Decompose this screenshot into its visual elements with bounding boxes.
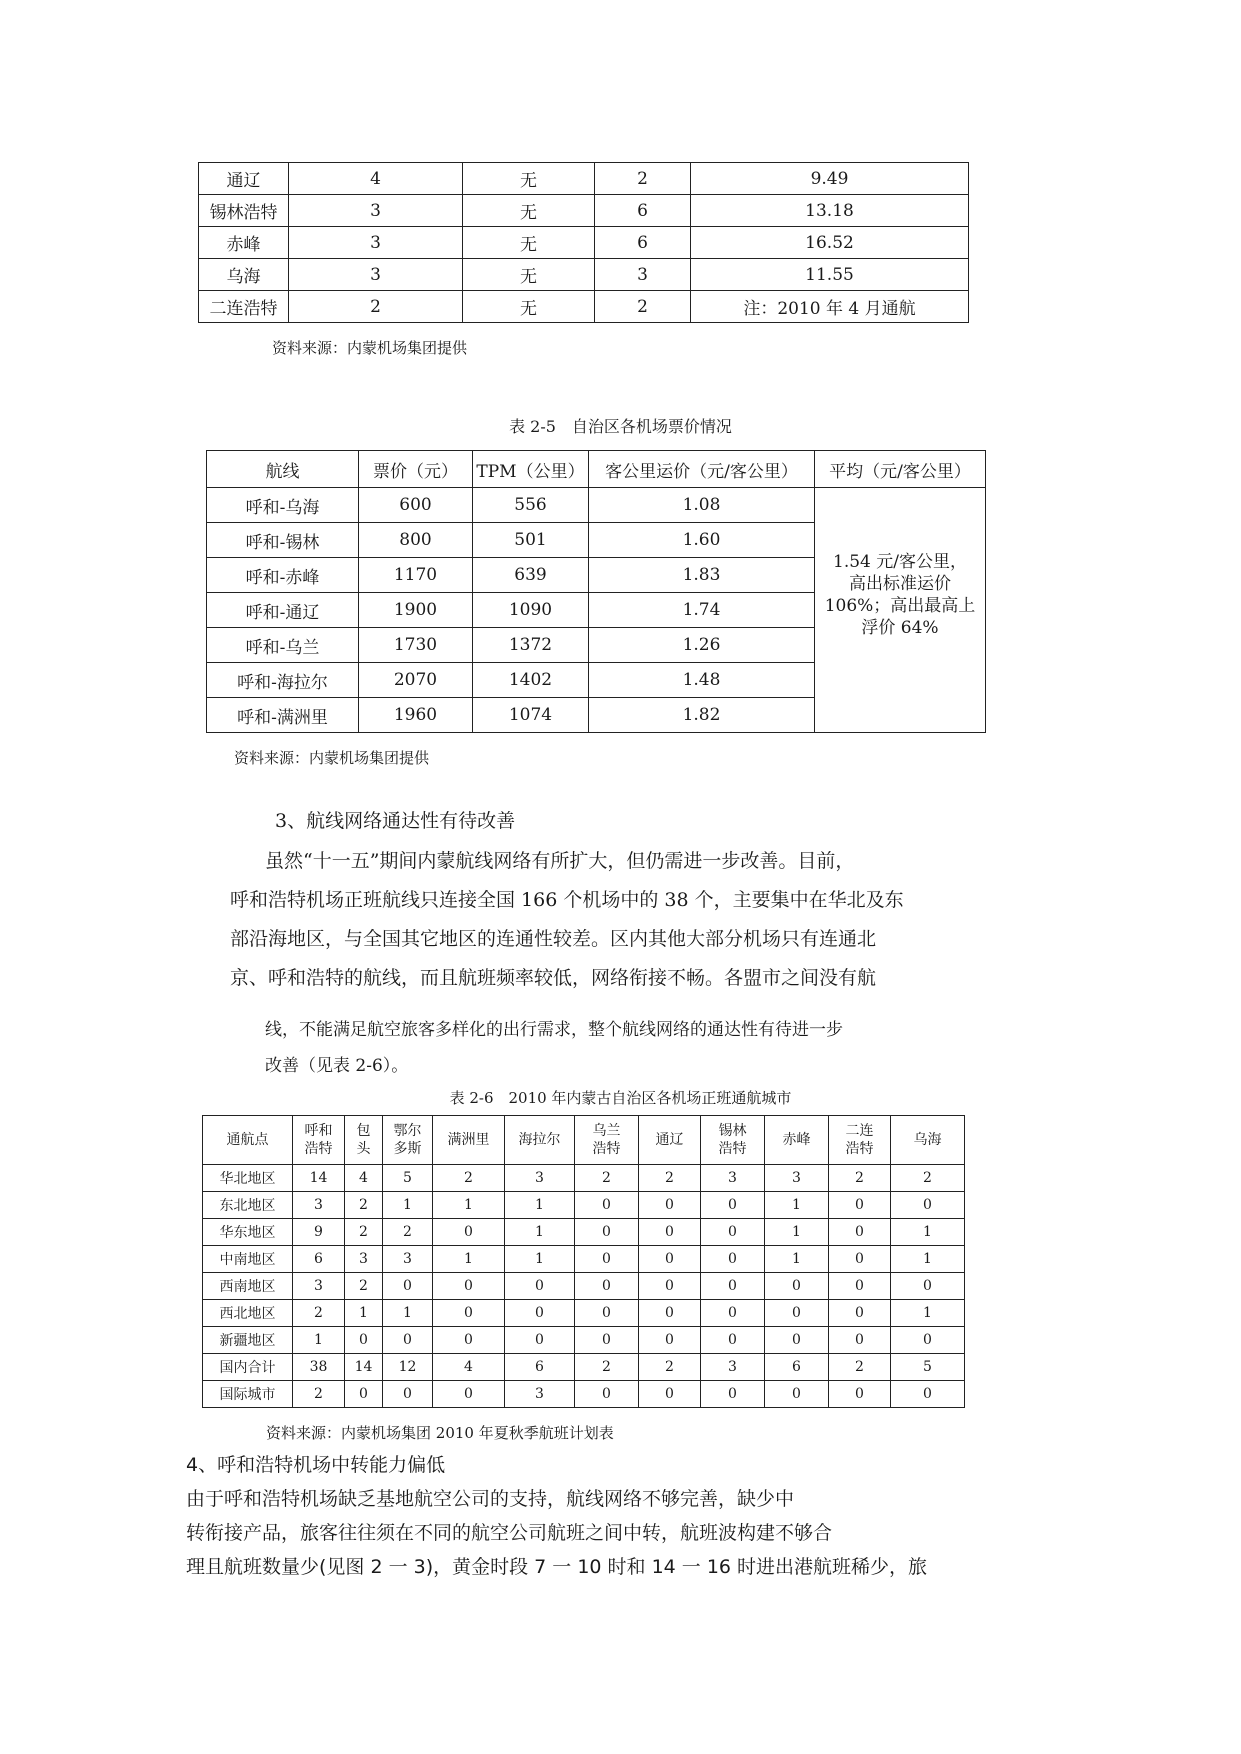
table-row bbox=[199, 291, 969, 323]
table-cell: 1402 bbox=[473, 663, 589, 698]
table-cell: 乌海 bbox=[199, 259, 289, 291]
table-cell: 赤峰 bbox=[199, 227, 289, 259]
table-cell: 2 bbox=[289, 291, 463, 323]
table-cell: 0 bbox=[433, 1300, 505, 1327]
header-line: 浩特 bbox=[592, 1141, 621, 1157]
header-line: 赤峰 bbox=[782, 1132, 811, 1148]
table-cell: 1 bbox=[765, 1219, 829, 1246]
section-3-line: 线，不能满足航空旅客多样化的出行需求，整个航线网络的通达性有待进一步 bbox=[265, 1020, 843, 1040]
table-cell: 注：2010 年 4 月通航 bbox=[691, 291, 969, 323]
table-cell: 1.82 bbox=[589, 698, 815, 733]
table-header-cell bbox=[765, 1116, 829, 1165]
table-cell: 6 bbox=[293, 1246, 345, 1273]
section-4-heading: 4、呼和浩特机场中转能力偏低 bbox=[186, 1454, 446, 1476]
table-cell: 二连浩特 bbox=[199, 291, 289, 323]
table-cell: 13.18 bbox=[691, 195, 969, 227]
table-cell: 5 bbox=[383, 1165, 433, 1192]
table-cell: 东北地区 bbox=[203, 1192, 293, 1219]
table-cell: 0 bbox=[765, 1381, 829, 1408]
section-3-line: 京、呼和浩特的航线，而且航班频率较低，网络衔接不畅。各盟市之间没有航 bbox=[230, 967, 877, 989]
table-header-cell bbox=[701, 1116, 765, 1165]
table-cell: 0 bbox=[765, 1300, 829, 1327]
table-cell: 0 bbox=[575, 1381, 639, 1408]
table-header-cell bbox=[345, 1116, 383, 1165]
table-cell: 0 bbox=[701, 1219, 765, 1246]
table-header-cell bbox=[383, 1116, 433, 1165]
section-4-line: 由于呼和浩特机场缺乏基地航空公司的支持，航线网络不够完善，缺少中 bbox=[186, 1488, 795, 1510]
table-cell: 0 bbox=[829, 1327, 891, 1354]
table-cell: 1 bbox=[765, 1192, 829, 1219]
table-cell: 6 bbox=[765, 1354, 829, 1381]
table-cell: 4 bbox=[345, 1165, 383, 1192]
table-cell: 1.60 bbox=[589, 523, 815, 558]
table-header-cell: 票价（元） bbox=[359, 451, 473, 488]
average-cell bbox=[815, 488, 986, 733]
table-cell: 0 bbox=[701, 1246, 765, 1273]
table-cell: 1 bbox=[433, 1192, 505, 1219]
table-cell: 2 bbox=[595, 291, 691, 323]
table-cell: 呼和-赤峰 bbox=[207, 558, 359, 593]
section-3-line: 部沿海地区，与全国其它地区的连通性较差。区内其他大部分机场只有连通北 bbox=[230, 928, 877, 950]
table-cell: 2 bbox=[433, 1165, 505, 1192]
table-cell: 0 bbox=[433, 1381, 505, 1408]
table-cell: 1730 bbox=[359, 628, 473, 663]
table-header-cell bbox=[829, 1116, 891, 1165]
table-cell: 0 bbox=[575, 1327, 639, 1354]
section-3-paragraph bbox=[230, 842, 990, 998]
table-cell: 3 bbox=[701, 1165, 765, 1192]
table-header-cell: 平均（元/客公里） bbox=[815, 451, 986, 488]
table-cell: 0 bbox=[505, 1273, 575, 1300]
table-cell: 1 bbox=[891, 1300, 965, 1327]
table-header-cell: TPM（公里） bbox=[473, 451, 589, 488]
table-cell: 2 bbox=[829, 1354, 891, 1381]
table-2-5 bbox=[206, 450, 986, 733]
table-2-5-caption: 表 2-5 自治区各机场票价情况 bbox=[509, 417, 732, 436]
table-cell: 0 bbox=[639, 1300, 701, 1327]
table-cell: 2 bbox=[345, 1273, 383, 1300]
table-cell: 无 bbox=[463, 259, 595, 291]
average-line: 1.54 元/客公里， bbox=[833, 552, 967, 572]
table-row bbox=[203, 1246, 965, 1273]
average-line: 浮价 64% bbox=[861, 618, 939, 638]
table-header-cell bbox=[891, 1116, 965, 1165]
table-cell: 2 bbox=[639, 1354, 701, 1381]
table-cell: 2 bbox=[293, 1300, 345, 1327]
table-cell: 2 bbox=[829, 1165, 891, 1192]
table-cell: 0 bbox=[891, 1192, 965, 1219]
table-cell: 6 bbox=[595, 195, 691, 227]
table-header-cell bbox=[505, 1116, 575, 1165]
table-cell: 501 bbox=[473, 523, 589, 558]
table-cell: 3 bbox=[293, 1273, 345, 1300]
table-cell: 0 bbox=[433, 1273, 505, 1300]
table-cell: 14 bbox=[345, 1354, 383, 1381]
table-cell: 1 bbox=[293, 1327, 345, 1354]
table-cell: 通辽 bbox=[199, 163, 289, 195]
table-row bbox=[203, 1273, 965, 1300]
table-cell: 4 bbox=[289, 163, 463, 195]
table-cell: 2 bbox=[639, 1165, 701, 1192]
table-cell: 中南地区 bbox=[203, 1246, 293, 1273]
average-line: 高出标准运价 bbox=[849, 574, 951, 594]
table-cell: 0 bbox=[701, 1192, 765, 1219]
table-cell: 3 bbox=[293, 1192, 345, 1219]
table-cell: 1.83 bbox=[589, 558, 815, 593]
table-cell: 2070 bbox=[359, 663, 473, 698]
table-cell: 无 bbox=[463, 195, 595, 227]
header-line: 头 bbox=[356, 1141, 371, 1157]
table-cell: 0 bbox=[829, 1246, 891, 1273]
table-cell: 3 bbox=[765, 1165, 829, 1192]
table-cell: 0 bbox=[345, 1381, 383, 1408]
table-cell: 5 bbox=[891, 1354, 965, 1381]
table-cell: 0 bbox=[765, 1273, 829, 1300]
table-cell: 0 bbox=[891, 1273, 965, 1300]
table-cell: 1372 bbox=[473, 628, 589, 663]
table-cell: 华东地区 bbox=[203, 1219, 293, 1246]
table-cell: 9 bbox=[293, 1219, 345, 1246]
table-cell: 6 bbox=[595, 227, 691, 259]
header-line: 包 bbox=[356, 1123, 371, 1139]
table-cell: 0 bbox=[505, 1327, 575, 1354]
table-cell: 0 bbox=[575, 1192, 639, 1219]
table-cell: 西南地区 bbox=[203, 1273, 293, 1300]
table-cell: 3 bbox=[289, 259, 463, 291]
table-header-cell bbox=[293, 1116, 345, 1165]
table-cell: 16.52 bbox=[691, 227, 969, 259]
table-cell: 600 bbox=[359, 488, 473, 523]
table-cell: 0 bbox=[345, 1327, 383, 1354]
header-line: 锡林 bbox=[718, 1123, 747, 1139]
table-cell: 12 bbox=[383, 1354, 433, 1381]
table-cell: 3 bbox=[505, 1165, 575, 1192]
table-cell: 1 bbox=[505, 1246, 575, 1273]
table-cell: 呼和-乌兰 bbox=[207, 628, 359, 663]
header-line: 乌海 bbox=[913, 1132, 942, 1148]
table-cell: 呼和-海拉尔 bbox=[207, 663, 359, 698]
table-cell: 0 bbox=[829, 1219, 891, 1246]
table-header-cell bbox=[575, 1116, 639, 1165]
header-line: 通航点 bbox=[226, 1132, 269, 1148]
table-cell: 0 bbox=[383, 1327, 433, 1354]
table-cell: 华北地区 bbox=[203, 1165, 293, 1192]
table-cell: 0 bbox=[575, 1273, 639, 1300]
section-3-line: 呼和浩特机场正班航线只连接全国 166 个机场中的 38 个，主要集中在华北及东 bbox=[230, 889, 904, 911]
table-cell: 2 bbox=[345, 1219, 383, 1246]
table-cell: 1 bbox=[345, 1300, 383, 1327]
table-cell: 11.55 bbox=[691, 259, 969, 291]
table-cell: 1090 bbox=[473, 593, 589, 628]
table-2-6 bbox=[202, 1115, 965, 1408]
header-line: 鄂尔 bbox=[393, 1123, 422, 1139]
header-line: 海拉尔 bbox=[518, 1132, 561, 1148]
table-cell: 2 bbox=[575, 1165, 639, 1192]
table-cell: 3 bbox=[289, 227, 463, 259]
table-cell: 3 bbox=[701, 1354, 765, 1381]
table-cell: 1 bbox=[505, 1219, 575, 1246]
section-3-paragraph-continued bbox=[265, 1012, 843, 1084]
table-row bbox=[203, 1327, 965, 1354]
table-cell: 无 bbox=[463, 163, 595, 195]
table-cell: 0 bbox=[891, 1327, 965, 1354]
table-cell: 0 bbox=[765, 1327, 829, 1354]
header-line: 二连 bbox=[845, 1123, 874, 1139]
table-cell: 14 bbox=[293, 1165, 345, 1192]
table-cell: 国内合计 bbox=[203, 1354, 293, 1381]
section-3-line: 虽然“十一五”期间内蒙航线网络有所扩大，但仍需进一步改善。目前， bbox=[265, 850, 855, 872]
table-cell: 1 bbox=[433, 1246, 505, 1273]
table-cell: 无 bbox=[463, 227, 595, 259]
table-cell: 0 bbox=[829, 1192, 891, 1219]
table-cell: 2 bbox=[595, 163, 691, 195]
section-3-heading: 3、航线网络通达性有待改善 bbox=[275, 810, 516, 832]
table-cell: 4 bbox=[433, 1354, 505, 1381]
average-line: 106%；高出最高上 bbox=[824, 596, 976, 616]
table-header-cell bbox=[639, 1116, 701, 1165]
table-row bbox=[207, 488, 986, 523]
table-cell: 9.49 bbox=[691, 163, 969, 195]
header-line: 多斯 bbox=[393, 1141, 422, 1157]
table-cell: 新疆地区 bbox=[203, 1327, 293, 1354]
table-cell: 2 bbox=[345, 1192, 383, 1219]
table-cell: 1.74 bbox=[589, 593, 815, 628]
table-cell: 0 bbox=[639, 1192, 701, 1219]
table-cell: 1074 bbox=[473, 698, 589, 733]
table-cell: 2 bbox=[293, 1381, 345, 1408]
table-cell: 0 bbox=[701, 1327, 765, 1354]
section-4 bbox=[186, 1448, 1226, 1584]
table-row bbox=[203, 1300, 965, 1327]
table-cell: 0 bbox=[383, 1273, 433, 1300]
header-line: 浩特 bbox=[304, 1141, 333, 1157]
header-line: 满洲里 bbox=[447, 1132, 490, 1148]
table-cell: 1.48 bbox=[589, 663, 815, 698]
table-row bbox=[203, 1219, 965, 1246]
table-row bbox=[199, 259, 969, 291]
header-line: 浩特 bbox=[718, 1141, 747, 1157]
table-cell: 0 bbox=[639, 1381, 701, 1408]
table-header-cell: 航线 bbox=[207, 451, 359, 488]
table-cell: 3 bbox=[289, 195, 463, 227]
table-cell: 西北地区 bbox=[203, 1300, 293, 1327]
table-row bbox=[203, 1192, 965, 1219]
table-cell: 1 bbox=[383, 1300, 433, 1327]
table-cell: 无 bbox=[463, 291, 595, 323]
table-row bbox=[199, 227, 969, 259]
table-cell: 0 bbox=[891, 1381, 965, 1408]
table-cell: 639 bbox=[473, 558, 589, 593]
table-cell: 2 bbox=[891, 1165, 965, 1192]
header-line: 乌兰 bbox=[592, 1123, 621, 1139]
table-header-cell bbox=[433, 1116, 505, 1165]
table-cell: 1 bbox=[765, 1246, 829, 1273]
table-cell: 2 bbox=[383, 1219, 433, 1246]
table-cell: 呼和-乌海 bbox=[207, 488, 359, 523]
table-cell: 呼和-锡林 bbox=[207, 523, 359, 558]
table-cell: 0 bbox=[829, 1300, 891, 1327]
table-cell: 0 bbox=[575, 1300, 639, 1327]
table-cell: 1900 bbox=[359, 593, 473, 628]
table-cell: 800 bbox=[359, 523, 473, 558]
table-row bbox=[203, 1165, 965, 1192]
table-cell: 0 bbox=[575, 1219, 639, 1246]
table-cell: 3 bbox=[595, 259, 691, 291]
table-row bbox=[199, 163, 969, 195]
table-cell: 1170 bbox=[359, 558, 473, 593]
table-cell: 0 bbox=[829, 1381, 891, 1408]
section-3-line: 改善（见表 2-6）。 bbox=[265, 1056, 409, 1076]
table-cell: 2 bbox=[575, 1354, 639, 1381]
table-cell: 0 bbox=[639, 1246, 701, 1273]
table-cell: 0 bbox=[639, 1219, 701, 1246]
table-cell: 0 bbox=[433, 1219, 505, 1246]
table-row bbox=[203, 1381, 965, 1408]
table-cell: 0 bbox=[433, 1327, 505, 1354]
header-line: 呼和 bbox=[304, 1123, 333, 1139]
table-cell: 0 bbox=[701, 1300, 765, 1327]
table-cell: 1 bbox=[891, 1219, 965, 1246]
section-4-line: 理且航班数量少(见图 2 一 3)，黄金时段 7 一 10 时和 14 一 16 时进出港航班稀少，旅 bbox=[186, 1556, 928, 1578]
table-cell: 国际城市 bbox=[203, 1381, 293, 1408]
table-cell: 0 bbox=[829, 1273, 891, 1300]
table-cell: 呼和-满洲里 bbox=[207, 698, 359, 733]
table-cell: 38 bbox=[293, 1354, 345, 1381]
header-line: 浩特 bbox=[845, 1141, 874, 1157]
section-4-line: 转衔接产品，旅客往往须在不同的航空公司航班之间中转，航班波构建不够合 bbox=[186, 1522, 833, 1544]
table-cell: 0 bbox=[639, 1327, 701, 1354]
table-2-6-source: 资料来源：内蒙机场集团 2010 年夏秋季航班计划表 bbox=[266, 1424, 614, 1442]
table-cell: 锡林浩特 bbox=[199, 195, 289, 227]
table-row bbox=[199, 195, 969, 227]
table-cell: 1.26 bbox=[589, 628, 815, 663]
table-2-5-source: 资料来源：内蒙机场集团提供 bbox=[234, 749, 430, 767]
table-cell: 3 bbox=[383, 1246, 433, 1273]
table-cell: 1.08 bbox=[589, 488, 815, 523]
table-continued bbox=[198, 162, 969, 323]
table-header-cell: 客公里运价（元/客公里） bbox=[589, 451, 815, 488]
table-cell: 1 bbox=[383, 1192, 433, 1219]
table-cell: 556 bbox=[473, 488, 589, 523]
table-cell: 0 bbox=[575, 1246, 639, 1273]
table-cell: 3 bbox=[505, 1381, 575, 1408]
table-2-6-caption: 表 2-6 2010 年内蒙古自治区各机场正班通航城市 bbox=[449, 1089, 792, 1107]
table-cell: 0 bbox=[505, 1300, 575, 1327]
table-continued-source: 资料来源：内蒙机场集团提供 bbox=[272, 339, 468, 357]
table-row bbox=[203, 1354, 965, 1381]
table-cell: 呼和-通辽 bbox=[207, 593, 359, 628]
table-cell: 1 bbox=[505, 1192, 575, 1219]
table-cell: 3 bbox=[345, 1246, 383, 1273]
table-cell: 0 bbox=[701, 1381, 765, 1408]
table-cell: 1960 bbox=[359, 698, 473, 733]
table-cell: 0 bbox=[701, 1273, 765, 1300]
table-cell: 0 bbox=[383, 1381, 433, 1408]
table-cell: 6 bbox=[505, 1354, 575, 1381]
table-cell: 0 bbox=[639, 1273, 701, 1300]
table-header-cell bbox=[203, 1116, 293, 1165]
table-cell: 1 bbox=[891, 1246, 965, 1273]
header-line: 通辽 bbox=[655, 1132, 684, 1148]
